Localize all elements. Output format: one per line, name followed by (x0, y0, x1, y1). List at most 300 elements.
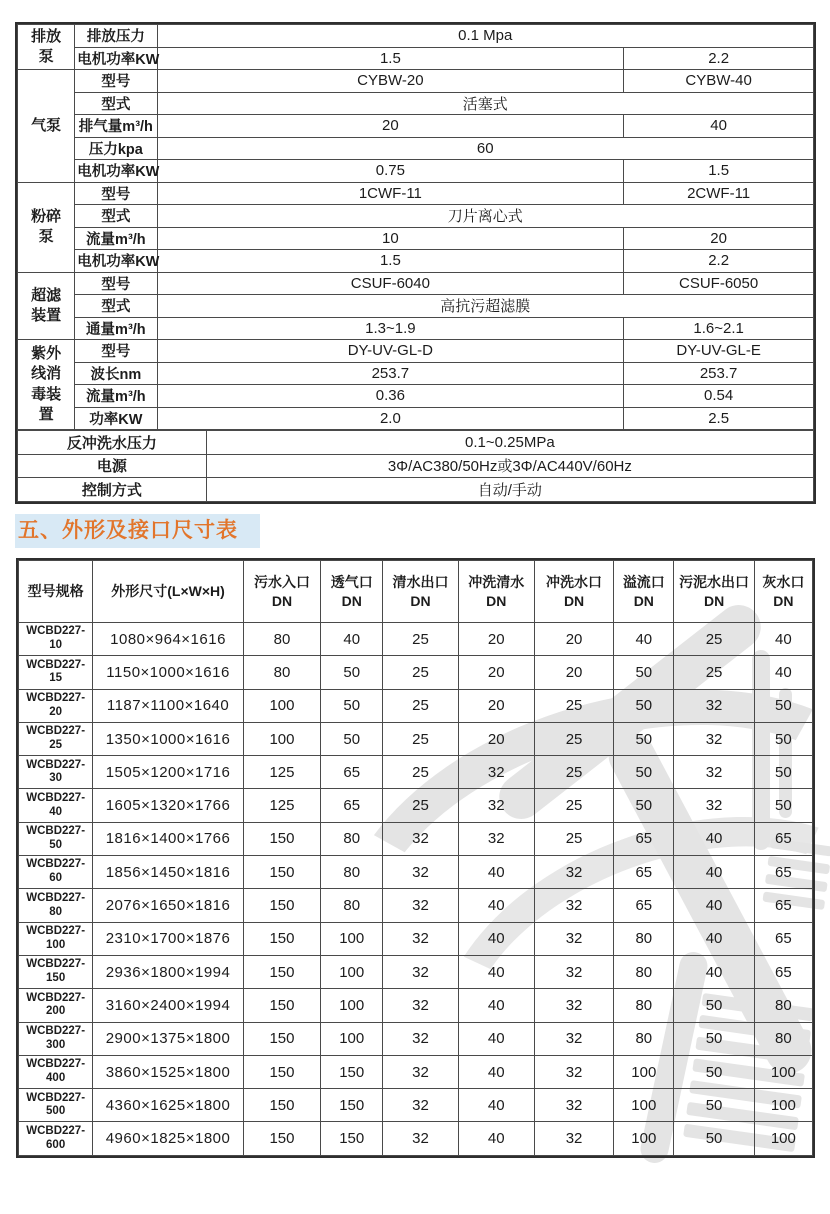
dim-row (19, 856, 813, 889)
dim-header-title: 污泥水出口 (679, 573, 750, 590)
dim-model-number: 80 (49, 905, 63, 918)
dim-value: 80 (243, 623, 320, 656)
dim-model-number: 200 (46, 1005, 66, 1018)
dim-header-cell (534, 561, 613, 623)
spec-value: 60 (157, 137, 814, 160)
dim-value: 32 (534, 922, 613, 955)
dim-row (19, 1022, 813, 1055)
dim-size: 4360×1625×1800 (93, 1089, 244, 1122)
dim-value: 50 (674, 1089, 754, 1122)
dim-model (19, 1022, 93, 1055)
dim-value: 150 (243, 889, 320, 922)
dim-value: 25 (383, 722, 458, 755)
dim-value: 20 (458, 623, 534, 656)
dim-header-title: 冲洗水口 (546, 573, 603, 590)
dim-value: 100 (243, 722, 320, 755)
dim-model (19, 922, 93, 955)
dim-value: 32 (674, 689, 754, 722)
spec-row (18, 137, 814, 160)
dim-value: 150 (243, 822, 320, 855)
dim-header-cell (93, 561, 244, 623)
dim-header-cell (19, 561, 93, 623)
dim-value: 100 (614, 1122, 674, 1155)
dim-value: 50 (321, 656, 383, 689)
dim-header-title: 灰水口 (762, 573, 805, 590)
dim-header-sub: DN (563, 592, 585, 609)
dim-row (19, 756, 813, 789)
dim-model-prefix: WCBD227- (26, 1091, 86, 1104)
dim-value: 125 (243, 756, 320, 789)
dim-row (19, 789, 813, 822)
dim-header-sub: DN (773, 592, 794, 609)
spec-value: CYBW-20 (157, 70, 624, 93)
spec-value: 1.5 (624, 160, 814, 183)
dim-model-number: 600 (46, 1138, 66, 1151)
spec-footer-label: 控制方式 (18, 478, 207, 502)
spec-row (18, 407, 814, 430)
dim-value: 20 (534, 623, 613, 656)
dim-header-sub: DN (341, 592, 362, 609)
dimension-table-wrap (16, 558, 815, 1158)
dim-value: 40 (458, 1122, 534, 1155)
dim-value: 65 (754, 922, 812, 955)
dim-value: 32 (674, 722, 754, 755)
dim-value: 100 (754, 1122, 812, 1155)
spec-value: DY-UV-GL-D (157, 340, 624, 363)
dim-header-title: 冲洗清水 (468, 573, 525, 590)
dim-value: 100 (321, 922, 383, 955)
dim-row (19, 623, 813, 656)
dim-value: 25 (534, 756, 613, 789)
dim-value: 150 (321, 1055, 383, 1088)
dim-model-prefix: WCBD227- (26, 891, 86, 904)
dim-value: 32 (383, 1122, 458, 1155)
dim-value: 25 (534, 789, 613, 822)
spec-group-label: 超滤装置 (18, 272, 75, 340)
dim-size: 1505×1200×1716 (93, 756, 244, 789)
dim-value: 100 (321, 955, 383, 988)
dim-row (19, 822, 813, 855)
dim-value: 50 (674, 1055, 754, 1088)
dim-header-cell (321, 561, 383, 623)
dim-value: 40 (458, 856, 534, 889)
dim-value: 150 (243, 1055, 320, 1088)
dim-model (19, 789, 93, 822)
dim-model-number: 20 (49, 705, 63, 718)
dim-size: 2936×1800×1994 (93, 955, 244, 988)
spec-value: 0.75 (157, 160, 624, 183)
spec-value: 2.5 (624, 407, 814, 430)
dim-value: 150 (243, 922, 320, 955)
dim-model-prefix: WCBD227- (26, 958, 86, 971)
dim-value: 40 (458, 1089, 534, 1122)
dim-value: 32 (383, 1055, 458, 1088)
dim-header-sub: DN (486, 592, 507, 609)
dim-value: 65 (614, 889, 674, 922)
dim-value: 32 (534, 1089, 613, 1122)
dim-size: 1856×1450×1816 (93, 856, 244, 889)
dim-value: 40 (614, 623, 674, 656)
spec-value: 2.0 (157, 407, 624, 430)
dim-value: 32 (534, 1055, 613, 1088)
dim-value: 32 (674, 756, 754, 789)
dim-value: 65 (754, 955, 812, 988)
spec-value: 高抗污超滤膜 (157, 295, 814, 318)
dim-header-title: 型号规格 (27, 583, 84, 600)
dim-value: 65 (321, 756, 383, 789)
dim-row (19, 955, 813, 988)
spec-group-label: 排放泵 (18, 25, 75, 70)
dim-value: 100 (243, 689, 320, 722)
dim-model-number: 300 (46, 1038, 66, 1051)
spec-footer-label: 反冲洗水压力 (18, 431, 207, 455)
dim-size: 1816×1400×1766 (93, 822, 244, 855)
dim-value: 100 (754, 1089, 812, 1122)
dim-value: 40 (458, 922, 534, 955)
spec-row (18, 250, 814, 273)
spec-attr-label: 电机功率KW (75, 250, 157, 273)
dim-row (19, 722, 813, 755)
dim-value: 20 (458, 689, 534, 722)
dim-value: 32 (383, 989, 458, 1022)
dim-value: 25 (383, 623, 458, 656)
dim-value: 50 (754, 689, 812, 722)
dim-value: 32 (534, 955, 613, 988)
spec-attr-label: 流量m³/h (75, 227, 157, 250)
spec-attr-label: 型式 (75, 92, 157, 115)
spec-value: 10 (157, 227, 624, 250)
spec-row (18, 47, 814, 70)
dim-header-sub: DN (410, 592, 431, 609)
spec-group-label: 气泵 (18, 70, 75, 183)
dim-value: 50 (754, 722, 812, 755)
dim-model-number: 100 (46, 938, 66, 951)
dim-value: 150 (321, 1122, 383, 1155)
spec-row (18, 385, 814, 408)
dim-value: 25 (383, 689, 458, 722)
dim-value: 50 (614, 722, 674, 755)
dim-model-number: 10 (49, 639, 63, 652)
dim-value: 100 (614, 1055, 674, 1088)
dim-model-prefix: WCBD227- (26, 691, 86, 704)
dim-value: 20 (458, 722, 534, 755)
dim-value: 100 (321, 989, 383, 1022)
dim-value: 25 (674, 623, 754, 656)
dim-size: 3160×2400×1994 (93, 989, 244, 1022)
dim-model-prefix: WCBD227- (26, 758, 86, 771)
dim-header-title: 污水入口 (253, 573, 310, 590)
dim-size: 1187×1100×1640 (93, 689, 244, 722)
dim-size: 3860×1525×1800 (93, 1055, 244, 1088)
dim-model-prefix: WCBD227- (26, 1024, 86, 1037)
dim-value: 32 (534, 1022, 613, 1055)
spec-attr-label: 型式 (75, 205, 157, 228)
dim-model-number: 15 (49, 672, 63, 685)
dim-header-title: 外形尺寸(L×W×H) (111, 583, 225, 600)
dim-header-sub: DN (703, 592, 725, 609)
dim-value: 32 (383, 1022, 458, 1055)
dim-value: 80 (321, 889, 383, 922)
spec-attr-label: 功率KW (75, 407, 157, 430)
dim-value: 150 (243, 856, 320, 889)
dim-value: 32 (383, 856, 458, 889)
dim-value: 80 (614, 922, 674, 955)
dim-value: 150 (243, 1022, 320, 1055)
dim-value: 50 (614, 789, 674, 822)
dim-header-cell (243, 561, 320, 623)
spec-value: 1.6~2.1 (624, 317, 814, 340)
dim-size: 2900×1375×1800 (93, 1022, 244, 1055)
dim-value: 32 (458, 756, 534, 789)
dim-value: 40 (674, 955, 754, 988)
dim-value: 25 (383, 756, 458, 789)
dim-model-prefix: WCBD227- (26, 991, 86, 1004)
dim-model-prefix: WCBD227- (26, 1124, 86, 1137)
spec-table-wrap (15, 22, 816, 504)
spec-row (18, 272, 814, 295)
spec-value: 活塞式 (157, 92, 814, 115)
dim-model-prefix: WCBD227- (26, 858, 86, 871)
spec-value: 1.3~1.9 (157, 317, 624, 340)
dim-value: 50 (321, 689, 383, 722)
spec-row (18, 362, 814, 385)
dim-value: 32 (534, 856, 613, 889)
dim-value: 40 (458, 955, 534, 988)
spec-value: CSUF-6040 (157, 272, 624, 295)
spec-value: 0.54 (624, 385, 814, 408)
dim-value: 25 (534, 689, 613, 722)
dim-model (19, 756, 93, 789)
spec-footer-row (18, 431, 814, 455)
dim-header-cell (458, 561, 534, 623)
spec-value: 20 (624, 227, 814, 250)
spec-value: CYBW-40 (624, 70, 814, 93)
dim-model-prefix: WCBD227- (26, 625, 86, 638)
spec-attr-label: 电机功率KW (75, 160, 157, 183)
section-title: 五、外形及接口尺寸表 (15, 514, 260, 548)
dim-model (19, 689, 93, 722)
dim-value: 40 (754, 656, 812, 689)
dim-model (19, 1122, 93, 1155)
dim-size: 1605×1320×1766 (93, 789, 244, 822)
dim-header-row (19, 561, 813, 623)
dim-header-cell (754, 561, 812, 623)
dim-row (19, 989, 813, 1022)
dim-value: 65 (614, 822, 674, 855)
dim-value: 80 (614, 955, 674, 988)
dim-model (19, 856, 93, 889)
dim-value: 25 (534, 722, 613, 755)
dim-size: 1150×1000×1616 (93, 656, 244, 689)
dim-value: 20 (458, 656, 534, 689)
dim-value: 40 (458, 1022, 534, 1055)
dim-size: 1350×1000×1616 (93, 722, 244, 755)
dim-size: 2076×1650×1816 (93, 889, 244, 922)
spec-value: 20 (157, 115, 624, 138)
dim-model (19, 989, 93, 1022)
spec-value: 1.5 (157, 47, 624, 70)
dim-value: 80 (614, 989, 674, 1022)
spec-footer-table (17, 430, 814, 502)
dim-value: 40 (754, 623, 812, 656)
dim-value: 25 (383, 789, 458, 822)
dim-value: 40 (674, 822, 754, 855)
spec-attr-label: 通量m³/h (75, 317, 157, 340)
spec-attr-label: 电机功率KW (75, 47, 157, 70)
dim-row (19, 1089, 813, 1122)
dim-value: 40 (458, 1055, 534, 1088)
dim-value: 80 (321, 822, 383, 855)
dim-value: 80 (321, 856, 383, 889)
pump-spec-table (17, 24, 814, 430)
dim-value: 65 (754, 856, 812, 889)
spec-row (18, 92, 814, 115)
dim-value: 65 (321, 789, 383, 822)
dim-value: 32 (534, 989, 613, 1022)
spec-value: 刀片离心式 (157, 205, 814, 228)
spec-attr-label: 压力kpa (75, 137, 157, 160)
dim-value: 25 (534, 822, 613, 855)
dim-value: 32 (534, 1122, 613, 1155)
dim-value: 80 (754, 989, 812, 1022)
dim-value: 32 (383, 889, 458, 922)
spec-value: 0.1 Mpa (157, 25, 814, 48)
dim-value: 32 (383, 822, 458, 855)
dim-model-number: 500 (46, 1105, 66, 1118)
dim-header-cell (383, 561, 458, 623)
spec-value: 40 (624, 115, 814, 138)
spec-attr-label: 型号 (75, 340, 157, 363)
spec-value: 253.7 (624, 362, 814, 385)
spec-footer-row (18, 478, 814, 502)
dim-header-cell (674, 561, 754, 623)
dim-model-number: 50 (49, 838, 63, 851)
dim-value: 50 (614, 756, 674, 789)
spec-footer-value: 自动/手动 (206, 478, 813, 502)
spec-group-label: 紫外线消毒装置 (18, 340, 75, 430)
dim-model (19, 889, 93, 922)
dim-model (19, 656, 93, 689)
spec-attr-label: 排放压力 (75, 25, 157, 48)
spec-attr-label: 型式 (75, 295, 157, 318)
spec-footer-label: 电源 (18, 454, 207, 478)
spec-value: CSUF-6050 (624, 272, 814, 295)
dim-value: 50 (754, 756, 812, 789)
dim-model-prefix: WCBD227- (26, 925, 86, 938)
spec-footer-value: 0.1~0.25MPa (206, 431, 813, 455)
dim-value: 50 (674, 1122, 754, 1155)
dim-value: 80 (614, 1022, 674, 1055)
dim-value: 150 (243, 955, 320, 988)
dim-header-title: 清水出口 (392, 573, 449, 590)
dim-model-number: 30 (49, 772, 63, 785)
dim-header-sub: DN (271, 592, 293, 609)
spec-value: 2.2 (624, 47, 814, 70)
spec-value: 253.7 (157, 362, 624, 385)
spec-value: 2.2 (624, 250, 814, 273)
dim-value: 65 (754, 889, 812, 922)
dim-header-sub: DN (633, 592, 654, 609)
dim-value: 32 (458, 822, 534, 855)
dim-value: 150 (243, 1089, 320, 1122)
dim-value: 65 (614, 856, 674, 889)
dim-value: 50 (674, 989, 754, 1022)
dim-model (19, 722, 93, 755)
dim-value: 80 (243, 656, 320, 689)
dim-row (19, 1122, 813, 1155)
dim-model (19, 822, 93, 855)
spec-attr-label: 型号 (75, 182, 157, 205)
dim-model-prefix: WCBD227- (26, 791, 86, 804)
dim-value: 25 (674, 656, 754, 689)
dim-row (19, 689, 813, 722)
dim-model-number: 400 (46, 1072, 66, 1084)
dim-model-number: 25 (49, 739, 63, 752)
dim-value: 80 (754, 1022, 812, 1055)
dim-size: 2310×1700×1876 (93, 922, 244, 955)
dim-value: 20 (534, 656, 613, 689)
dim-value: 125 (243, 789, 320, 822)
spec-attr-label: 波长nm (75, 362, 157, 385)
spec-row (18, 70, 814, 93)
dim-header-title: 溢流口 (622, 573, 665, 590)
dim-value: 150 (243, 989, 320, 1022)
dim-model-prefix: WCBD227- (26, 725, 86, 738)
dim-value: 50 (614, 656, 674, 689)
dim-value: 40 (458, 889, 534, 922)
spec-row (18, 205, 814, 228)
dim-row (19, 922, 813, 955)
dim-value: 150 (243, 1122, 320, 1155)
dim-value: 40 (674, 856, 754, 889)
dim-model-number: 150 (46, 972, 66, 985)
dim-row (19, 656, 813, 689)
spec-row (18, 317, 814, 340)
dim-value: 32 (458, 789, 534, 822)
dim-model-prefix: WCBD227- (26, 1058, 86, 1071)
dim-value: 25 (383, 656, 458, 689)
dim-value: 100 (614, 1089, 674, 1122)
dim-value: 50 (321, 722, 383, 755)
dim-value: 32 (383, 1089, 458, 1122)
dim-model (19, 955, 93, 988)
spec-value: 0.36 (157, 385, 624, 408)
dim-value: 40 (674, 922, 754, 955)
dim-value: 32 (674, 789, 754, 822)
dim-model (19, 1089, 93, 1122)
dim-row (19, 1055, 813, 1088)
dim-model-prefix: WCBD227- (26, 825, 86, 838)
spec-value: 2CWF-11 (624, 182, 814, 205)
dim-value: 50 (674, 1022, 754, 1055)
dim-model (19, 623, 93, 656)
dim-header-cell (614, 561, 674, 623)
dim-model-number: 60 (49, 872, 63, 885)
spec-attr-label: 型号 (75, 70, 157, 93)
dim-value: 50 (614, 689, 674, 722)
dim-model-prefix: WCBD227- (26, 658, 86, 671)
spec-value: DY-UV-GL-E (624, 340, 814, 363)
dim-size: 4960×1825×1800 (93, 1122, 244, 1155)
dim-value: 100 (754, 1055, 812, 1088)
dim-value: 65 (754, 822, 812, 855)
dim-header-title: 透气口 (330, 573, 373, 590)
spec-attr-label: 型号 (75, 272, 157, 295)
spec-row (18, 25, 814, 48)
spec-attr-label: 流量m³/h (75, 385, 157, 408)
dimension-table (18, 560, 813, 1156)
spec-row (18, 115, 814, 138)
